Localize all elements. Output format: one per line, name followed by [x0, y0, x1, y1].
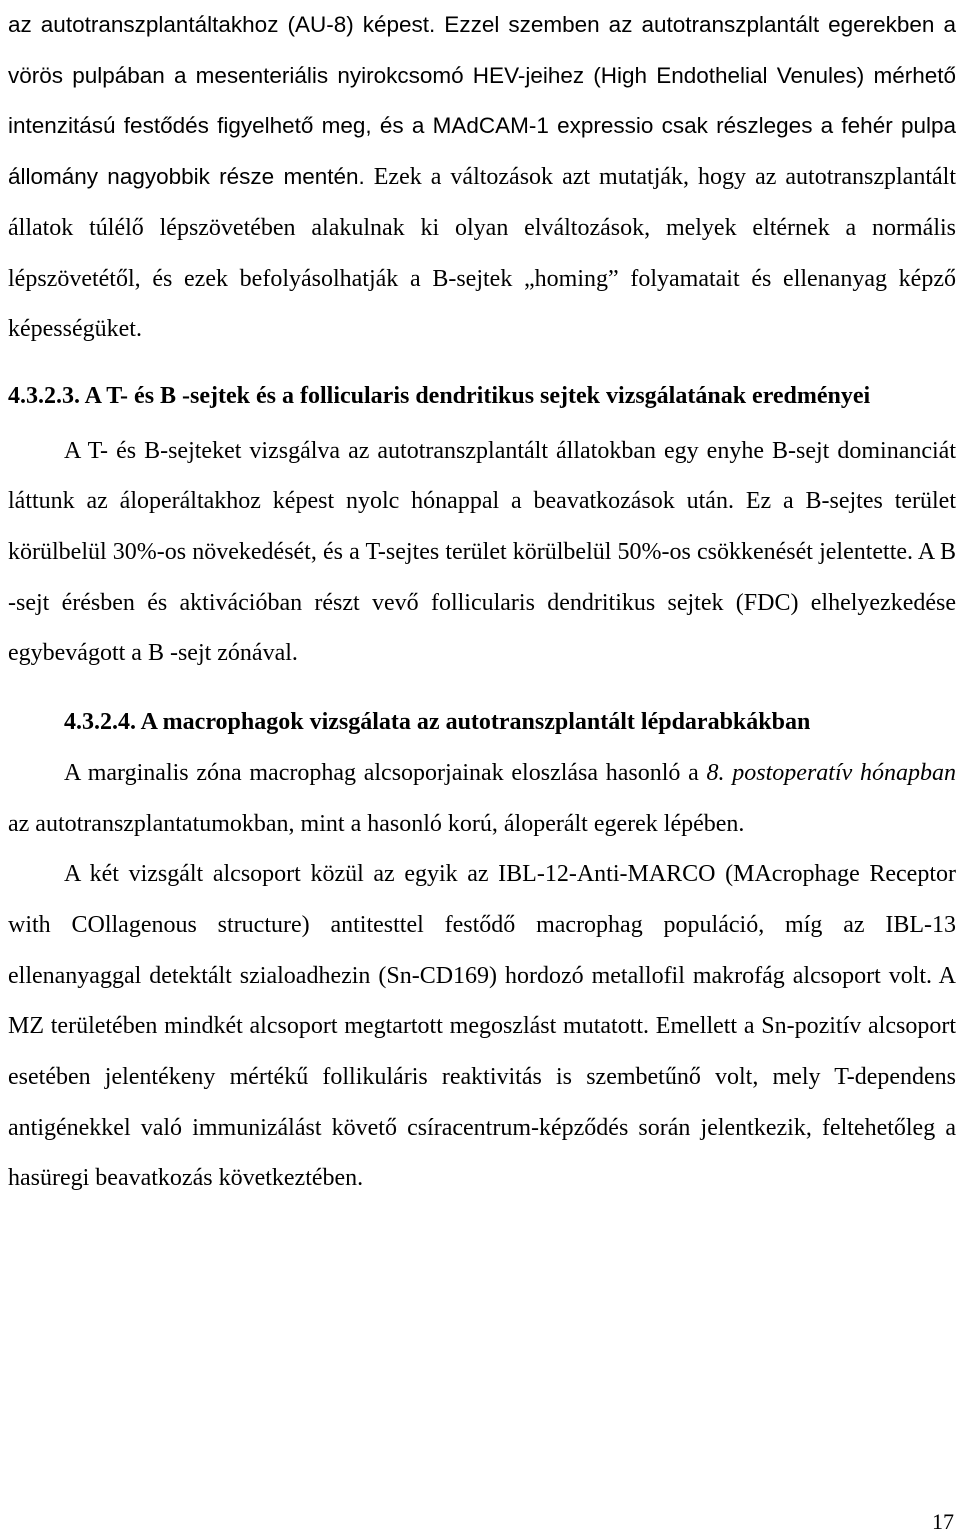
- paragraph-text: az autotranszplantatumokban, mint a hasonló korú, áloperált egerek lépében.: [8, 810, 745, 837]
- paragraph-text: A marginalis zóna macrophag alcsoporjainak eloszlása hasonló a: [64, 759, 707, 786]
- paragraph-macrophage-subgroups: A két vizsgált alcsoport közül az egyik az IBL-12-Anti-MARCO (MAcrophage Receptor with COllagenous structure) antitesttel festődő macrophag populáció, míg az IBL-13 ellenanyaggal detektált szialoadhezin (Sn-CD169) hordozó metallofil makrofág alcsoport volt. A MZ területében mindkét alcsoport megtartott megoszlást mutatott. Emellett a Sn-pozitív alcsoport esetében jelentékeny mértékű follikuláris reaktivitás is szembetűnő volt, mely T-dependens antigénekkel való immunizálást követő csíracentrum-képződés során jelentkezik, feltehetőleg a hasüregi beavatkozás következtében.: [8, 861, 956, 1192]
- paragraph-t-b-cells: A T- és B-sejteket vizsgálva az autotranszplantált állatokban egy enyhe B-sejt dominanciát láttunk az áloperáltakhoz képest nyolc hónappal a beavatkozások után. Ez a B-sejtes terület körülbelül 30%-os növekedését, és a T-sejtes terület körülbelül 50%-os csökkenését jelentette. A B -sejt érésben és aktivációban részt vevő follicularis dendritikus sejtek (FDC) elhelyezkedése egybevágott a B -sejt zónával.: [8, 437, 956, 667]
- paragraph-autotransplant-changes: [8, 0, 956, 355]
- section-heading-4-3-2-4: 4.3.2.4. A macrophagok vizsgálata az autotranszplantált lépdarabkákban: [64, 709, 811, 736]
- paragraph-sans-text: az autotranszplantáltakhoz (AU-8) képest. Ezzel szemben az autotranszplantált egerekben a vörös pulpában a mesenteriális nyirokcsomó HEV-jeihez (High Endothelial Venules) mérhető intenzitású festődés figyelhető meg, és a MAdCAM-1 expressio csak részleges a fehér pulpa állomány nagyobbik része mentén.: [8, 12, 956, 190]
- paragraph-serif-text: Ezek a változások azt mutatják, hogy az autotranszplantált állatok túlélő lépszövetében alakulnak ki olyan elváltozások, melyek eltérnek a normális lépszövetétől, és ezek befolyásolhatják a B-sejtek „homing” folyamatait és ellenanyag képző képességüket.: [8, 164, 956, 343]
- section-heading-4-3-2-3: 4.3.2.3. A T- és B -sejtek és a follicularis dendritikus sejtek vizsgálatának eredményei: [8, 382, 871, 409]
- paragraph-marginal-zone: [8, 748, 956, 849]
- page-number: 17: [932, 1509, 954, 1534]
- italic-phrase: 8. postoperatív hónapban: [706, 759, 956, 786]
- document-page: [8, 0, 956, 1204]
